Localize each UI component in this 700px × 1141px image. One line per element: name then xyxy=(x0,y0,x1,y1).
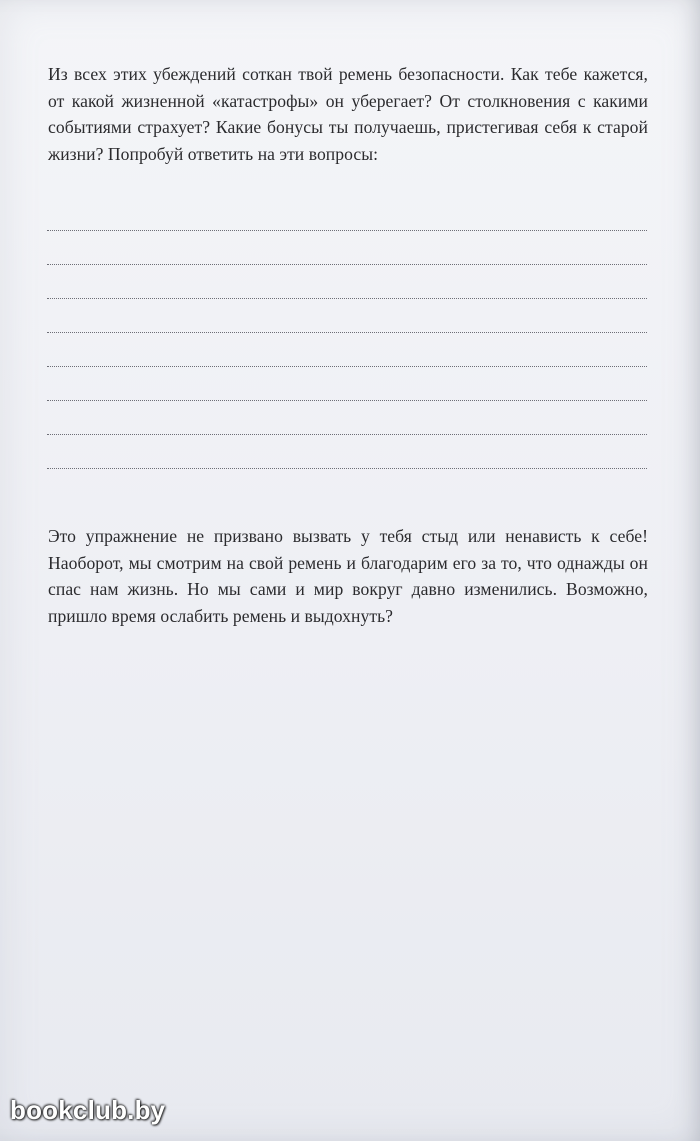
closing-paragraph: Это упражнение не призвано вызвать у тебя стыд или ненависть к себе! Наоборот, мы смотрим на свой ремень и благодарим его за то, что однажды он спас нам жизнь. Но мы сами и мир вокруг давно изменились. Возможно, пришло время ослабить ремень и выдохнуть? xyxy=(48,526,648,626)
answer-line xyxy=(47,434,647,435)
answer-line xyxy=(47,230,647,231)
answer-line xyxy=(47,400,647,401)
answer-line xyxy=(47,298,647,299)
answer-line xyxy=(47,264,647,265)
answer-line xyxy=(47,366,647,367)
answer-lines xyxy=(47,222,647,482)
site-watermark: bookclub.by xyxy=(10,1095,166,1125)
answer-line xyxy=(47,332,647,333)
answer-line xyxy=(47,468,647,469)
intro-paragraph: Из всех этих убеждений соткан твой ремень безопасности. Как тебе кажется, от какой жизненной «катастрофы» он уберегает? От столкновения с какими событиями страхует? Какие бонусы ты получаешь, пристегивая себя к старой жизни? Попробуй ответить на эти вопросы: xyxy=(48,64,648,164)
